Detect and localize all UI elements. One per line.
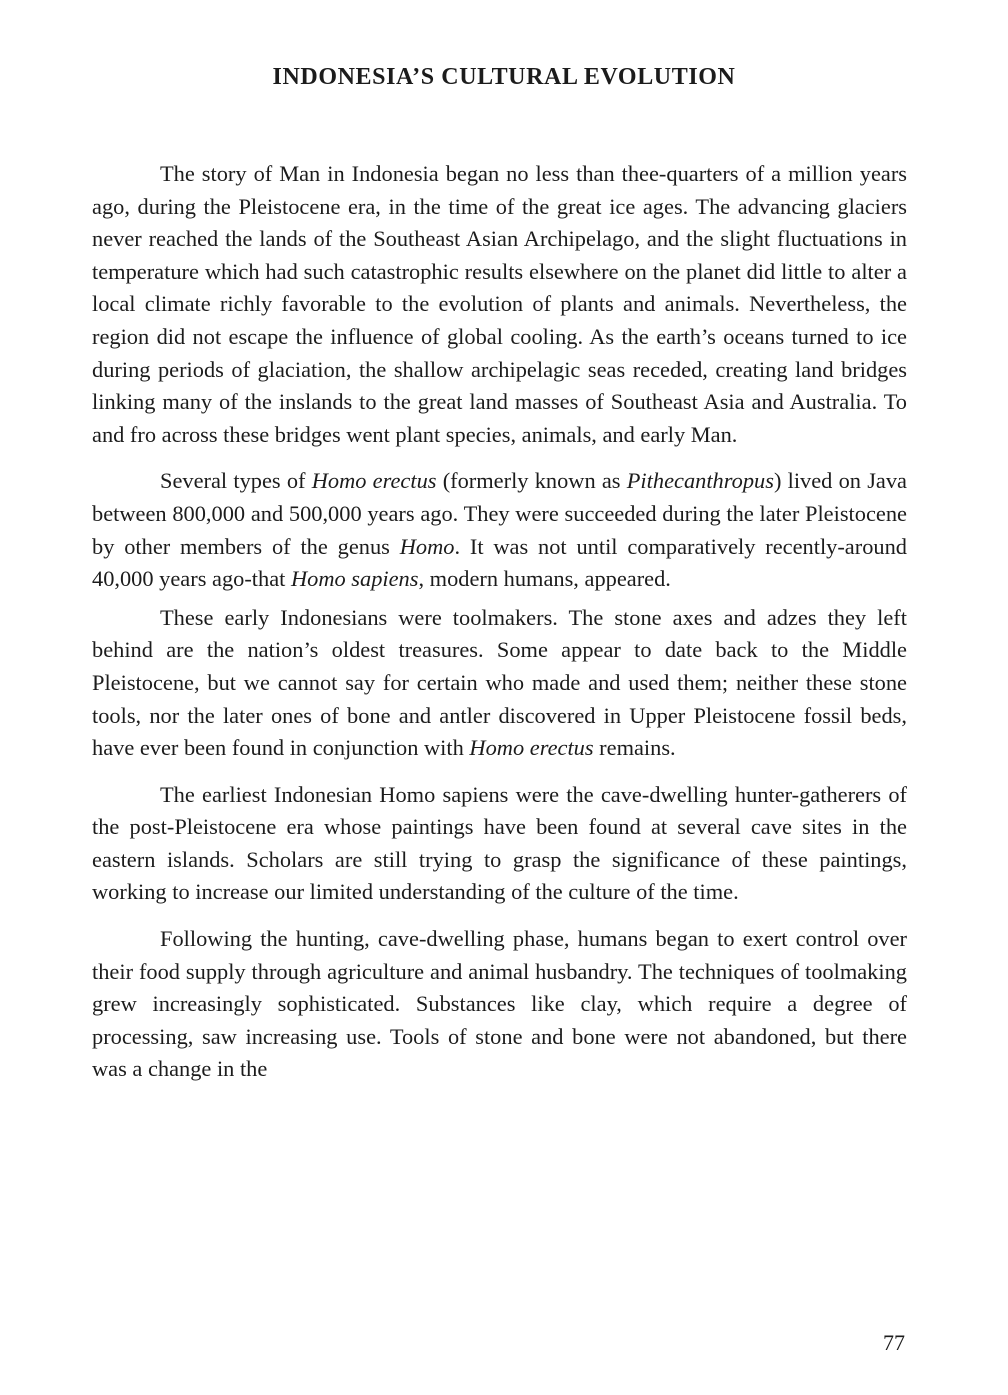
italic-term: Pithecanthropus xyxy=(626,468,774,494)
paragraph-4 xyxy=(92,779,907,909)
body-text xyxy=(92,158,907,1086)
paragraph-segment: , modern humans, appeared. xyxy=(418,566,671,592)
paragraph-segment: . It was not until comparatively recently-around 40,000 years ago-that xyxy=(92,533,907,592)
italic-term: Homo erectus xyxy=(311,468,437,494)
italic-term: Homo xyxy=(399,533,455,559)
italic-term: Homo sapiens xyxy=(290,566,419,592)
page-number: 77 xyxy=(883,1330,905,1355)
paragraph-segment: remains. xyxy=(593,735,676,761)
paragraph-1 xyxy=(92,158,907,451)
paragraph-5 xyxy=(92,923,907,1086)
paragraph-segment: The earliest Indonesian Homo sapiens were the cave-dwelling hunter-gatherers of the post-Pleistocene era whose paintings have been found at several cave sites in the eastern islands. Scholars are still trying to grasp the significance of these paintings, working to increase our limited understanding of the culture of the time. xyxy=(92,781,907,905)
paragraph-2 xyxy=(92,465,907,595)
paragraph-segment: These early Indonesians were toolmakers. The stone axes and adzes they left behind are the nation’s oldest treasures. Some appear to date back to the Middle Pleistocene, but we cannot say for certain who made and used them; neither these stone tools, nor the later ones of bone and antler discovered in Upper Pleistocene fossil beds, have ever been found in conjunction with xyxy=(92,604,907,761)
paragraph-3 xyxy=(92,602,907,765)
paragraph-segment: The story of Man in Indonesia began no less than thee-quarters of a million years ago, during the Pleistocene era, in the time of the great ice ages. The advancing glaciers never reached the lands of the Southeast Asian Archipelago, and the slight fluctuations in temperature which had such catastrophic results elsewhere on the planet did little to alter a local climate richly favorable to the evolution of plants and animals. Nevertheless, the region did not escape the influence of global cooling. As the earth’s oceans turned to ice during periods of glaciation, the shallow archipelagic seas receded, creating land bridges linking many of the inslands to the great land masses of Southeast Asia and Australia. To and fro across these bridges went plant species, animals, and early Man. xyxy=(92,161,907,447)
italic-term: Homo erectus xyxy=(469,735,594,761)
paragraph-segment: ) lived on Java between 800,000 and 500,000 years ago. They were succeeded during the later Pleistocene by other members of the genus xyxy=(92,468,907,559)
paragraph-segment: Several types of xyxy=(160,468,312,494)
paragraph-segment: (formerly known as xyxy=(436,468,627,494)
paragraph-segment: Following the hunting, cave-dwelling phase, humans began to exert control over their food supply through agriculture and animal husbandry. The techniques of toolmaking grew increasingly sophisticated. Substances like clay, which require a degree of processing, saw increasing use. Tools of stone and bone were not abandoned, but there was a change in the xyxy=(92,926,907,1082)
page-title: INDONESIA’S CULTURAL EVOLUTION xyxy=(272,64,736,90)
